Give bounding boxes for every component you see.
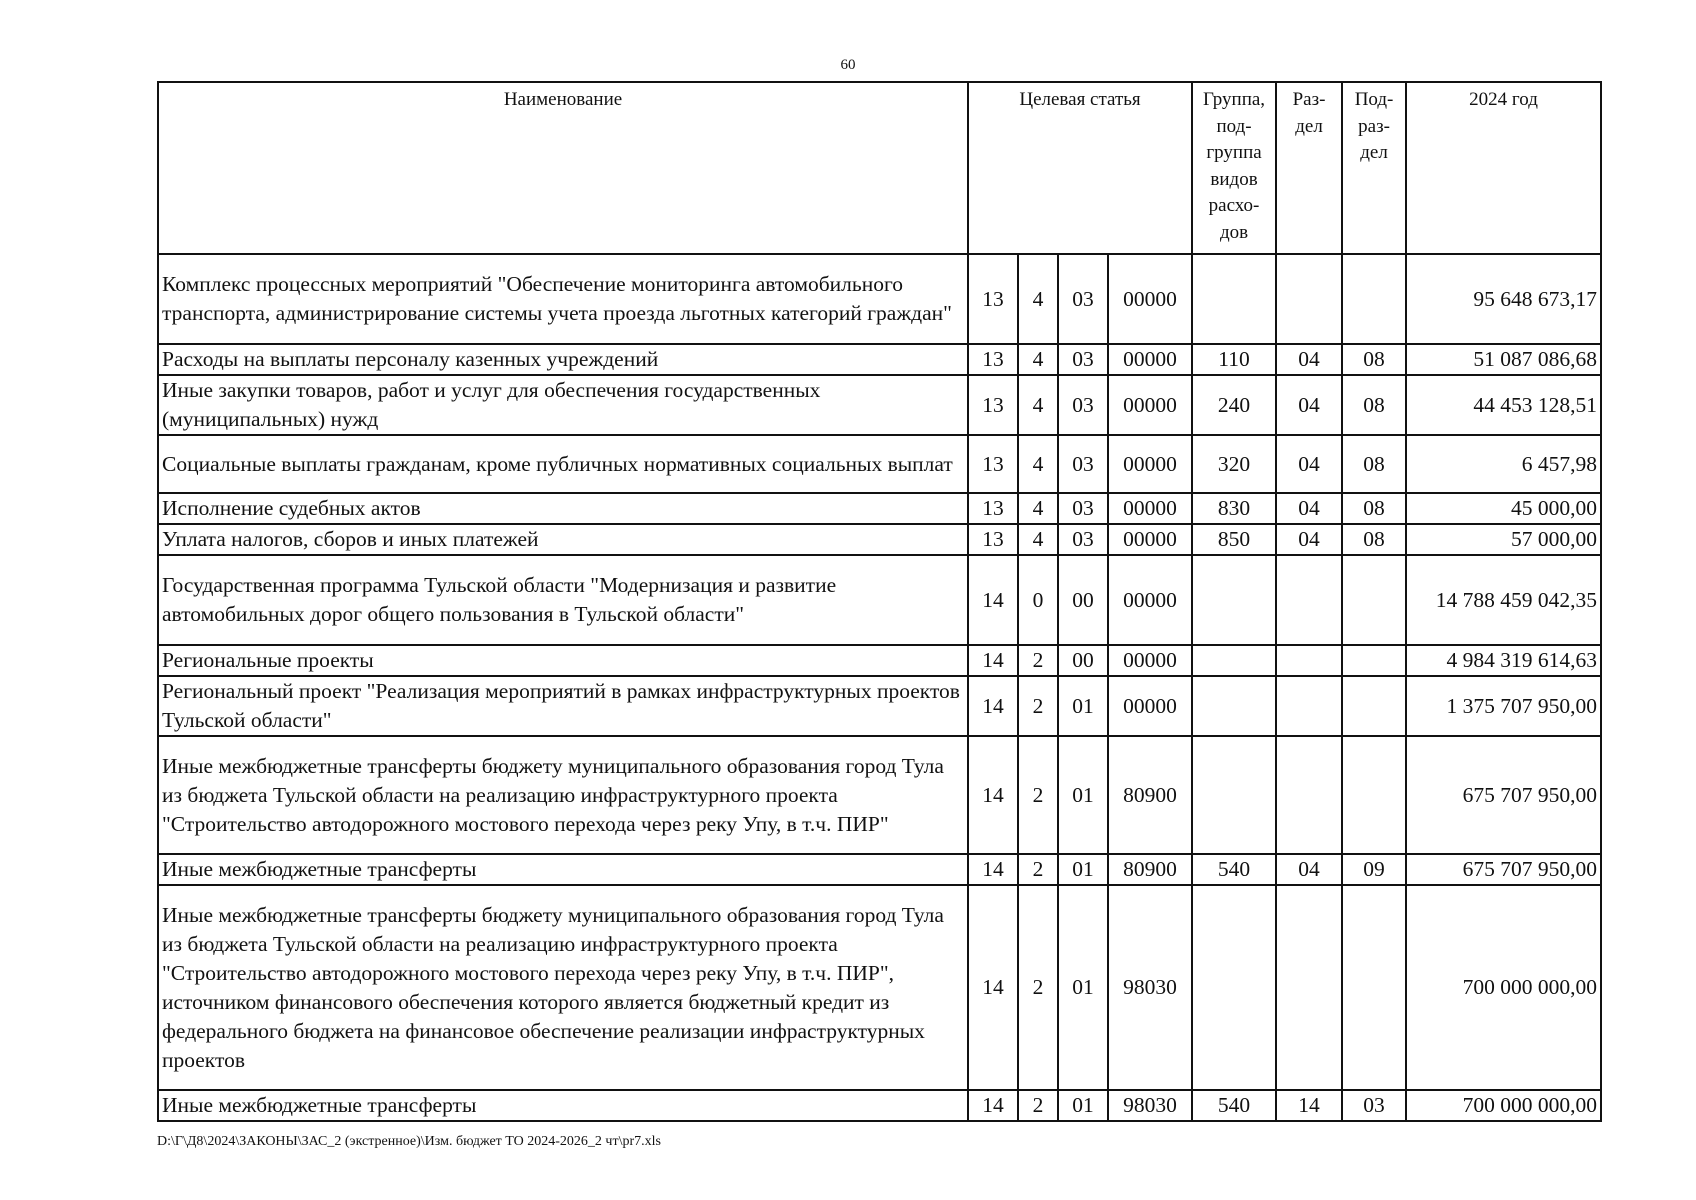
table-row — [158, 645, 1601, 676]
target-code-program: 14 — [968, 736, 1018, 854]
table-row — [158, 493, 1601, 524]
subsection-code — [1342, 645, 1406, 676]
section-code — [1276, 736, 1342, 854]
section-code: 04 — [1276, 493, 1342, 524]
amount-2024: 700 000 000,00 — [1406, 885, 1601, 1090]
section-code — [1276, 885, 1342, 1090]
target-code-program: 14 — [968, 854, 1018, 885]
section-code: 04 — [1276, 375, 1342, 435]
amount-2024: 6 457,98 — [1406, 435, 1601, 493]
section-code: 14 — [1276, 1090, 1342, 1121]
row-name: Региональные проекты — [158, 645, 968, 676]
subsection-code — [1342, 736, 1406, 854]
target-code-type: 4 — [1018, 254, 1058, 344]
expense-group: 540 — [1192, 1090, 1276, 1121]
row-name: Комплекс процессных мероприятий "Обеспечение мониторинга автомобильного транспорта, администрирование системы учета проезда льготных категорий граждан" — [158, 254, 968, 344]
table-row — [158, 344, 1601, 375]
expense-group: 540 — [1192, 854, 1276, 885]
row-name: Региональный проект "Реализация мероприятий в рамках инфраструктурных проектов Тульской области" — [158, 676, 968, 736]
target-code-type: 2 — [1018, 854, 1058, 885]
header-year: 2024 год — [1406, 82, 1601, 254]
section-code: 04 — [1276, 854, 1342, 885]
target-code-program: 14 — [968, 555, 1018, 645]
expense-group — [1192, 555, 1276, 645]
expense-group: 320 — [1192, 435, 1276, 493]
amount-2024: 675 707 950,00 — [1406, 854, 1601, 885]
expense-group: 850 — [1192, 524, 1276, 555]
subsection-code — [1342, 885, 1406, 1090]
header-target-article: Целевая статья — [968, 82, 1192, 254]
file-path-footer: D:\Г\Д8\2024\ЗАКОНЫ\ЗАС_2 (экстренное)\Изм. бюджет ТО 2024-2026_2 чт\pr7.xls — [157, 1134, 661, 1149]
subsection-code: 08 — [1342, 344, 1406, 375]
section-code: 04 — [1276, 435, 1342, 493]
amount-2024: 675 707 950,00 — [1406, 736, 1601, 854]
amount-2024: 4 984 319 614,63 — [1406, 645, 1601, 676]
table-row — [158, 676, 1601, 736]
expense-group — [1192, 676, 1276, 736]
target-code-type: 4 — [1018, 344, 1058, 375]
header-name: Наименование — [158, 82, 968, 254]
subsection-code: 03 — [1342, 1090, 1406, 1121]
header-subsection: Под- раз- дел — [1342, 82, 1406, 254]
target-code-type: 2 — [1018, 885, 1058, 1090]
table-row — [158, 435, 1601, 493]
expense-group — [1192, 736, 1276, 854]
subsection-code — [1342, 555, 1406, 645]
target-code-direction: 00000 — [1108, 254, 1192, 344]
target-code-direction: 00000 — [1108, 676, 1192, 736]
table-row — [158, 254, 1601, 344]
target-code-direction: 80900 — [1108, 736, 1192, 854]
row-name: Социальные выплаты гражданам, кроме публичных нормативных социальных выплат — [158, 435, 968, 493]
budget-table — [157, 81, 1602, 1122]
row-name: Иные закупки товаров, работ и услуг для обеспечения государственных (муниципальных) нужд — [158, 375, 968, 435]
section-code: 04 — [1276, 344, 1342, 375]
row-name: Уплата налогов, сборов и иных платежей — [158, 524, 968, 555]
target-code-subprogram: 03 — [1058, 344, 1108, 375]
amount-2024: 57 000,00 — [1406, 524, 1601, 555]
target-code-direction: 00000 — [1108, 435, 1192, 493]
target-code-type: 2 — [1018, 736, 1058, 854]
row-name: Иные межбюджетные трансферты бюджету муниципального образования город Тула из бюджета Тульской области на реализацию инфраструктурного проекта "Строительство автодорожного мостового перехода через реку Упу, в т.ч. ПИР" — [158, 736, 968, 854]
header-expense-group: Группа, под- группа видов расхо- дов — [1192, 82, 1276, 254]
expense-group — [1192, 645, 1276, 676]
expense-group: 240 — [1192, 375, 1276, 435]
target-code-subprogram: 01 — [1058, 1090, 1108, 1121]
target-code-program: 13 — [968, 493, 1018, 524]
subsection-code — [1342, 254, 1406, 344]
target-code-direction: 00000 — [1108, 524, 1192, 555]
target-code-program: 14 — [968, 1090, 1018, 1121]
subsection-code: 08 — [1342, 524, 1406, 555]
target-code-direction: 00000 — [1108, 375, 1192, 435]
target-code-subprogram: 01 — [1058, 676, 1108, 736]
table-row — [158, 736, 1601, 854]
target-code-program: 13 — [968, 344, 1018, 375]
target-code-program: 14 — [968, 645, 1018, 676]
amount-2024: 1 375 707 950,00 — [1406, 676, 1601, 736]
target-code-type: 2 — [1018, 676, 1058, 736]
amount-2024: 14 788 459 042,35 — [1406, 555, 1601, 645]
target-code-direction: 00000 — [1108, 555, 1192, 645]
target-code-subprogram: 03 — [1058, 375, 1108, 435]
target-code-subprogram: 03 — [1058, 435, 1108, 493]
expense-group — [1192, 885, 1276, 1090]
subsection-code: 08 — [1342, 493, 1406, 524]
target-code-direction: 80900 — [1108, 854, 1192, 885]
expense-group: 110 — [1192, 344, 1276, 375]
subsection-code — [1342, 676, 1406, 736]
section-code — [1276, 676, 1342, 736]
table-row — [158, 524, 1601, 555]
section-code: 04 — [1276, 524, 1342, 555]
target-code-type: 2 — [1018, 645, 1058, 676]
target-code-direction: 98030 — [1108, 1090, 1192, 1121]
table-row — [158, 854, 1601, 885]
amount-2024: 44 453 128,51 — [1406, 375, 1601, 435]
row-name: Исполнение судебных актов — [158, 493, 968, 524]
row-name: Государственная программа Тульской области "Модернизация и развитие автомобильных дорог общего пользования в Тульской области" — [158, 555, 968, 645]
expense-group — [1192, 254, 1276, 344]
target-code-subprogram: 01 — [1058, 736, 1108, 854]
amount-2024: 51 087 086,68 — [1406, 344, 1601, 375]
target-code-direction: 00000 — [1108, 645, 1192, 676]
subsection-code: 08 — [1342, 435, 1406, 493]
subsection-code: 09 — [1342, 854, 1406, 885]
target-code-type: 4 — [1018, 493, 1058, 524]
section-code — [1276, 645, 1342, 676]
row-name: Иные межбюджетные трансферты — [158, 854, 968, 885]
header-section: Раз- дел — [1276, 82, 1342, 254]
table-row — [158, 885, 1601, 1090]
target-code-type: 4 — [1018, 435, 1058, 493]
target-code-type: 0 — [1018, 555, 1058, 645]
target-code-program: 14 — [968, 676, 1018, 736]
target-code-program: 13 — [968, 375, 1018, 435]
target-code-direction: 00000 — [1108, 493, 1192, 524]
target-code-subprogram: 00 — [1058, 555, 1108, 645]
row-name: Расходы на выплаты персоналу казенных учреждений — [158, 344, 968, 375]
target-code-type: 2 — [1018, 1090, 1058, 1121]
section-code — [1276, 254, 1342, 344]
target-code-program: 13 — [968, 254, 1018, 344]
amount-2024: 45 000,00 — [1406, 493, 1601, 524]
target-code-subprogram: 01 — [1058, 885, 1108, 1090]
target-code-direction: 00000 — [1108, 344, 1192, 375]
page-number: 60 — [840, 57, 856, 73]
target-code-subprogram: 03 — [1058, 254, 1108, 344]
target-code-subprogram: 00 — [1058, 645, 1108, 676]
header-row — [158, 82, 1601, 254]
row-name: Иные межбюджетные трансферты бюджету муниципального образования город Тула из бюджета Тульской области на реализацию инфраструктурного проекта "Строительство автодорожного мостового перехода через реку Упу, в т.ч. ПИР", источником финансового обеспечения которого является бюджетный кредит из федерального бюджета на финансовое обеспечение реализации инфраструктурных проектов — [158, 885, 968, 1090]
target-code-program: 14 — [968, 885, 1018, 1090]
target-code-subprogram: 03 — [1058, 493, 1108, 524]
expense-group: 830 — [1192, 493, 1276, 524]
table-row — [158, 555, 1601, 645]
target-code-subprogram: 01 — [1058, 854, 1108, 885]
target-code-program: 13 — [968, 524, 1018, 555]
amount-2024: 95 648 673,17 — [1406, 254, 1601, 344]
target-code-type: 4 — [1018, 524, 1058, 555]
target-code-type: 4 — [1018, 375, 1058, 435]
target-code-subprogram: 03 — [1058, 524, 1108, 555]
row-name: Иные межбюджетные трансферты — [158, 1090, 968, 1121]
target-code-direction: 98030 — [1108, 885, 1192, 1090]
target-code-program: 13 — [968, 435, 1018, 493]
subsection-code: 08 — [1342, 375, 1406, 435]
amount-2024: 700 000 000,00 — [1406, 1090, 1601, 1121]
table-row — [158, 375, 1601, 435]
table-row — [158, 1090, 1601, 1121]
section-code — [1276, 555, 1342, 645]
